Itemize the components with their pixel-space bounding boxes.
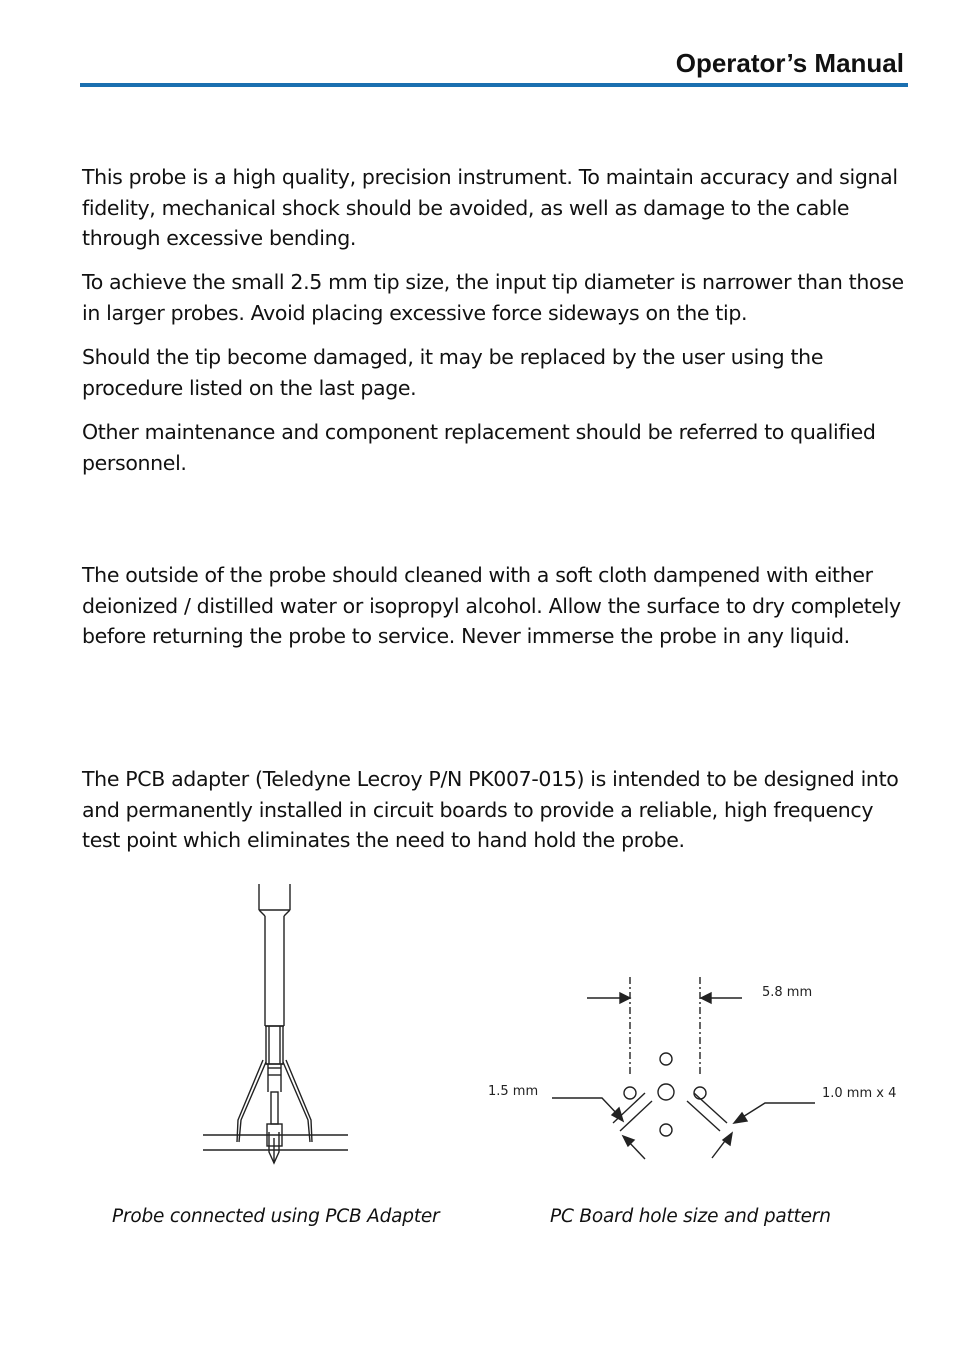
hole-right bbox=[694, 1087, 706, 1099]
paragraph-pcb-adapter: The PCB adapter (Teledyne Lecroy P/N PK007-015) is intended to be designed into and permanently installed in circuit boards to provide a reliable, high frequency test point which eliminates the need to hand hold the probe. bbox=[82, 767, 899, 852]
paragraph-care-4: Other maintenance and component replacement should be referred to qualified personnel. bbox=[82, 420, 876, 475]
hole-top bbox=[660, 1053, 672, 1065]
hole-left bbox=[624, 1087, 636, 1099]
center-hole-label: 1.5 mm bbox=[488, 1084, 539, 1099]
outer-holes-label: 1.0 mm x 4 bbox=[822, 1086, 897, 1101]
hole-bottom bbox=[660, 1124, 672, 1136]
header-rule bbox=[80, 83, 908, 87]
paragraph-care-3: Should the tip become damaged, it may be replaced by the user using the procedure listed on the last page. bbox=[82, 345, 824, 400]
left-figure-caption: Probe connected using PCB Adapter bbox=[112, 1206, 440, 1227]
spacing-label: 5.8 mm bbox=[762, 985, 813, 1000]
probe-pcb-adapter-figure bbox=[195, 880, 360, 1170]
paragraph-care-1: This probe is a high quality, precision instrument. To maintain accuracy and signal fidelity, mechanical shock should be avoided, as well as damage to the cable through excessive bending. bbox=[82, 165, 898, 250]
right-figure-caption: PC Board hole size and pattern bbox=[550, 1206, 831, 1227]
hole-center bbox=[658, 1084, 674, 1100]
paragraph-care-2: To achieve the small 2.5 mm tip size, the input tip diameter is narrower than those in larger probes. Avoid placing excessive force sideways on the tip. bbox=[82, 270, 904, 325]
paragraph-cleaning: The outside of the probe should cleaned with a soft cloth dampened with either deionized / distilled water or isopropyl alcohol. Allow the surface to dry completely before returning the probe to service. Never immerse the probe in any liquid. bbox=[82, 563, 901, 648]
pcb-hole-pattern-figure bbox=[480, 965, 920, 1175]
page-header-title: Operator’s Manual bbox=[675, 48, 904, 78]
